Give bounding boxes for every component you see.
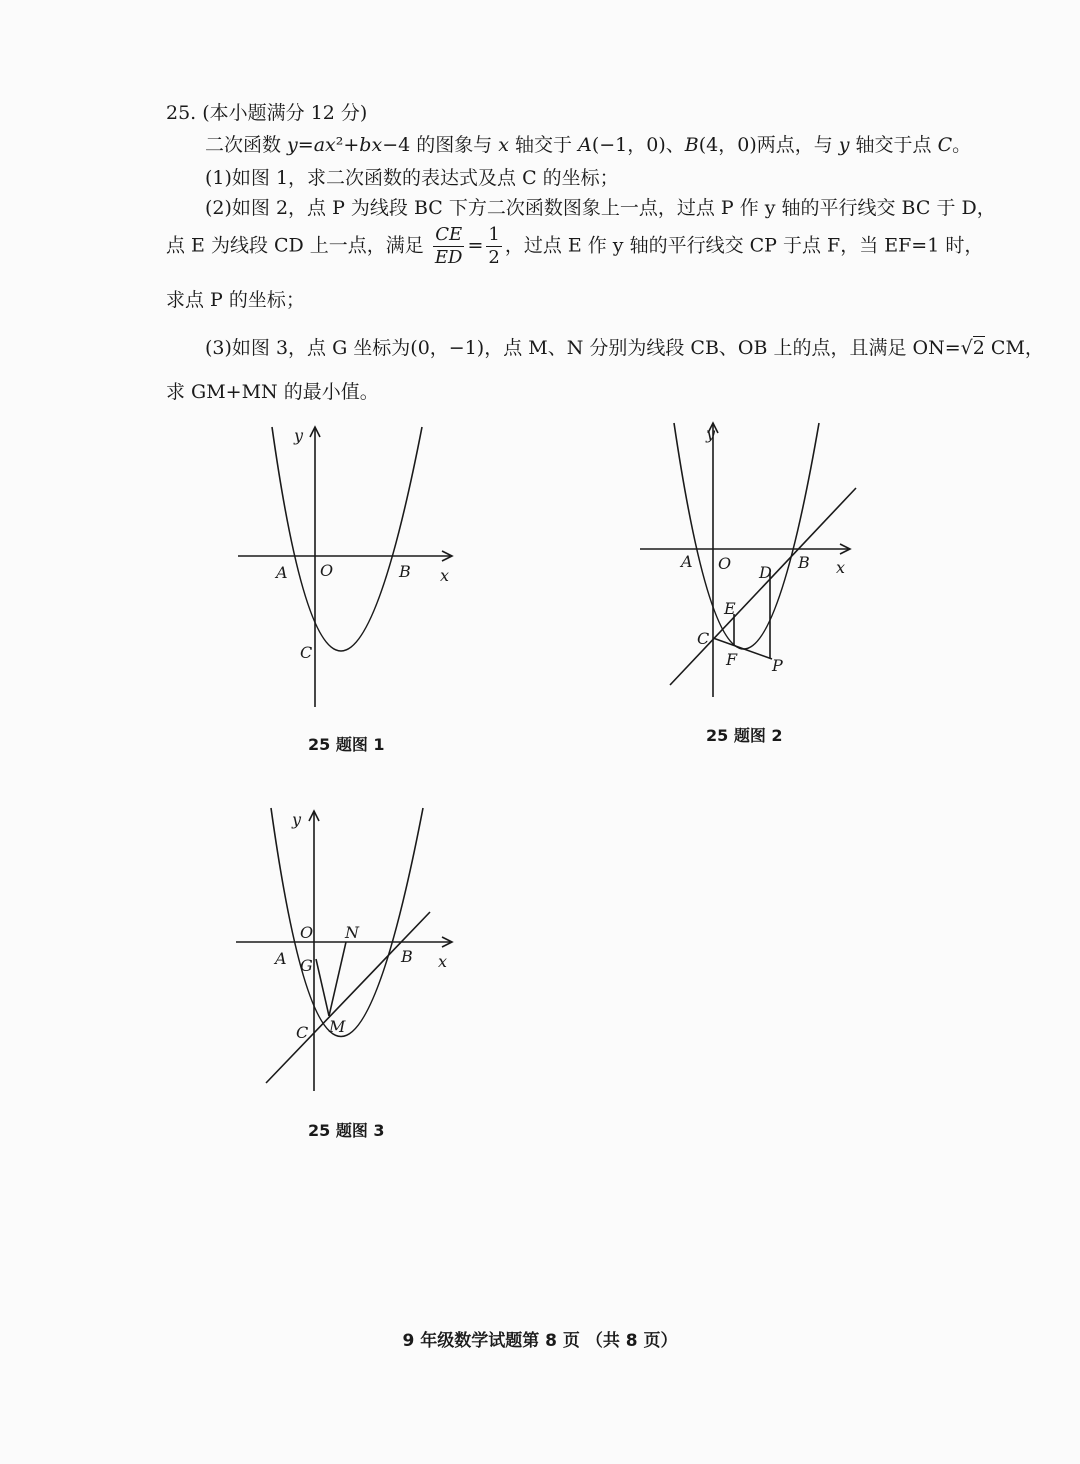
- figure-2-caption: 25 题图 2: [706, 726, 783, 745]
- part1-text: (1)如图 1，求二次函数的表达式及点 C 的坐标；: [205, 167, 619, 189]
- part2-line1: (2)如图 2，点 P 为线段 BC 下方二次函数图象上一点，过点 P 作 y 轴的平行线交 BC 于 D，: [205, 197, 996, 219]
- problem-number: 25.: [166, 102, 197, 124]
- label-x: x: [440, 566, 450, 585]
- page-footer: 9 年级数学试题第 8 页 （共 8 页）: [402, 1331, 678, 1351]
- label-A: A: [275, 949, 287, 968]
- segment-CP: [713, 638, 772, 659]
- figure-3-caption: 25 题图 3: [308, 1121, 385, 1140]
- fraction-one-half: $\frac{1}{2}$: [488, 224, 500, 268]
- label-N: N: [345, 923, 359, 942]
- figure-1-caption: 25 题图 1: [308, 735, 385, 754]
- sqrt-sign: √: [960, 337, 973, 359]
- problem-score-note: (本小题满分 12 分): [202, 102, 368, 124]
- label-B: B: [401, 947, 413, 966]
- parabola: [674, 423, 819, 649]
- label-G: G: [300, 956, 313, 975]
- label-B: B: [798, 553, 810, 572]
- label-O: O: [320, 561, 334, 580]
- label-y: y: [706, 424, 716, 443]
- label-C: C: [697, 629, 710, 648]
- label-A: A: [276, 563, 288, 582]
- label-E: E: [724, 599, 736, 618]
- figure-1: [230, 415, 470, 715]
- label-y: y: [292, 810, 302, 829]
- label-M: M: [329, 1017, 346, 1036]
- segment-GM: [316, 959, 329, 1016]
- figure-2: [636, 415, 866, 705]
- label-P: P: [772, 656, 783, 675]
- label-D: D: [759, 563, 772, 582]
- problem-statement: 二次函数 y=ax²+bx−4 的图象与 x 轴交于 A(−1，0)、B(4，0)两点，与 y 轴交于点 C。: [205, 134, 972, 156]
- label-A: A: [681, 552, 693, 571]
- label-O: O: [300, 923, 314, 942]
- sqrt-arg: 2: [972, 337, 985, 359]
- fraction-ce-ed: $\frac{CE}{ED}$: [434, 224, 463, 268]
- part3-line1: (3)如图 3，点 G 坐标为(0，−1)，点 M、N 分别为线段 CB、OB 上的点，且满足 ON=√2 CM，: [205, 337, 1044, 359]
- label-O: O: [718, 554, 732, 573]
- label-F: F: [726, 650, 738, 669]
- label-B: B: [399, 562, 411, 581]
- label-C: C: [300, 643, 313, 662]
- part3-line2: 求 GM+MN 的最小值。: [166, 381, 379, 403]
- part2-line3: 求点 P 的坐标；: [166, 289, 305, 311]
- segment-MN: [329, 942, 346, 1016]
- figure-3: [230, 805, 470, 1095]
- label-x: x: [438, 952, 448, 971]
- parabola: [272, 427, 422, 651]
- label-x: x: [836, 558, 846, 577]
- label-y: y: [294, 426, 304, 445]
- label-C: C: [296, 1023, 309, 1042]
- problem-header: [166, 98, 367, 125]
- part2-line2: 点 E 为线段 CD 上一点，满足 $\frac{CE}{ED}$ = $\frac{1}{2}$ ，过点 E 作 y 轴的平行线交 CP 于点 F，当 EF=1 时，: [166, 224, 984, 268]
